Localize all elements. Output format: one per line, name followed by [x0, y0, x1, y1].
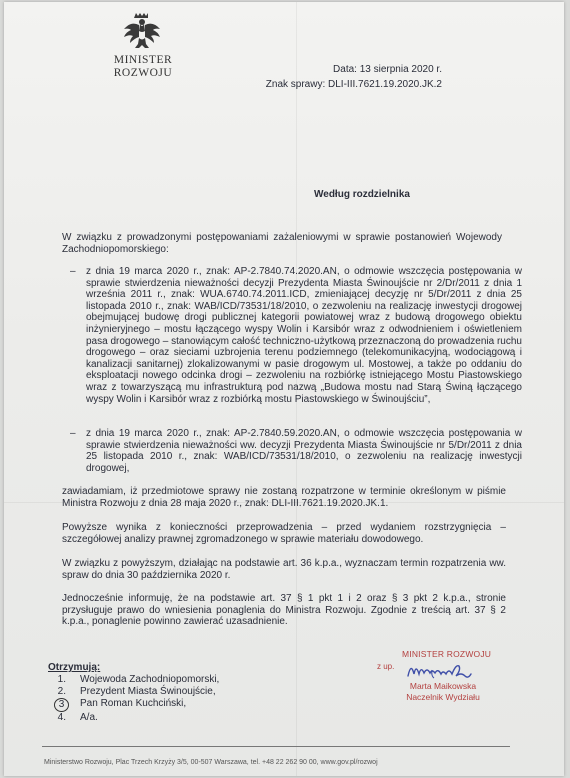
- list-bullet: –: [70, 428, 76, 439]
- signatory-role: Naczelnik Wydziału: [406, 692, 480, 702]
- body-paragraph: zawiadamiam, iż przedmiotowe sprawy nie zostaną rozpatrzone w terminie określonym w piśmie Ministra Rozwoju z dnia 28 maja 2020 r., znak: DLI-III.7621.19.2020.JK.1.: [62, 486, 506, 509]
- recipient-item: [40, 712, 219, 724]
- recipient-item: [40, 698, 219, 712]
- recipient-name: Prezydent Miasta Świnoujście,: [80, 686, 216, 697]
- recipient-number: 4.: [57, 712, 66, 723]
- list-bullet: –: [70, 266, 76, 277]
- list-item: z dnia 19 marca 2020 r., znak: AP-2.7840.59.2020.AN, o odmowie wszczęcia postępowania w sprawie stwierdzenia nieważności ww. decyzji Prezydenta Miasta Świnoujście nr 5/Dr/2011 z dnia 25 listopada 2010 r., znak: WAB/ICD/73531/18/2010, o zezwoleniu na realizację inwestycji drogowej,: [86, 428, 522, 474]
- body-paragraph: Jednocześnie informuję, że na podstawie art. 37 § 1 pkt 1 i 2 oraz § 3 pkt 2 k.p.a., stronie przysługuje prawo do wniesienia ponaglenia do Ministra Rozwoju. Zgodnie z treścią art. 37 § 2 k.p.a., ponaglenie powinno zawierać uzasadnienie.: [62, 593, 506, 628]
- recipient-number: 3: [54, 698, 69, 712]
- letter-date: Data: 13 sierpnia 2020 r.: [333, 64, 442, 75]
- signatory-name: Marta Maikowska: [409, 681, 477, 691]
- signature-stamp: [400, 681, 486, 703]
- ministry-name: MINISTER ROZWOJU: [113, 54, 173, 79]
- distribution-heading: Według rozdzielnika: [314, 189, 410, 200]
- footer-divider: [42, 746, 510, 747]
- signature-on-behalf: z up.: [377, 662, 395, 671]
- recipient-name: A/a.: [80, 712, 98, 723]
- letter-meta: [266, 62, 442, 92]
- recipient-name: Pan Roman Kuchciński,: [80, 698, 187, 709]
- recipient-item: [40, 674, 219, 686]
- letter-page: [4, 2, 564, 776]
- recipients-title: Otrzymują:: [48, 662, 101, 673]
- recipient-number: 1.: [57, 674, 66, 685]
- signature-stamp-title: MINISTER ROZWOJU: [402, 649, 492, 659]
- list-item: z dnia 19 marca 2020 r., znak: AP-2.7840.74.2020.AN, o odmowie wszczęcia postępowania w sprawie stwierdzenia nieważności decyzji Prezydenta Miasta Świnoujście nr 2/Dr/2011 z dnia 1 września 2011 r., znak: WUA.6740.74.2011.ICD, zmieniającej decyzję nr 5/Dr/2011 z dnia 25 listopada 2010 r., znak: WAB/ICD/73531/18/2010, o zezwoleniu na realizację inwestycji drogowej obejmującej budowę drogi publicznej kategorii powiatowej wraz z budową drogowego obiektu inżynieryjnego – mostu łączącego wyspy Wolin i Karsibór wraz z odwodnieniem i oświetleniem pasa drogowego – stanowiącym całość techniczno-użytkową przeznaczoną do prowadzenia ruchu drogowego – oraz sieciami uzbrojenia terenu podziemnego (telekomunikacyjną, wodociągową i kanalizacji sanitarnej) zlokalizowanymi w pasie drogowym ul. Mostowej, a także po oddaniu do eksploatacji nowego odcinka drogi – zezwoleniu na rozbiórkę istniejącego Mostu Piastowskiego wraz z towarzyszącą mu infrastrukturą pod nazwą „Budowa mostu nad Starą Świną łączącego wyspy Wolin i Karsibór wraz z rozbiórką mostu Piastowskiego w Świnoujściu”,: [86, 266, 522, 405]
- recipients-list: [40, 674, 219, 724]
- recipient-item: [40, 686, 219, 698]
- body-paragraph: Powyższe wynika z konieczności przeprowadzenia – przed wydaniem rozstrzygnięcia – szczegółowej analizy prawnej zgromadzonego w sprawie materiału dowodowego.: [62, 522, 506, 545]
- recipient-name: Wojewoda Zachodniopomorski,: [80, 674, 220, 685]
- intro-paragraph: W związku z prowadzonymi postępowaniami zażaleniowymi w sprawie postanowień Wojewody Zachodniopomorskiego:: [62, 232, 502, 255]
- recipient-number: 2.: [57, 686, 66, 697]
- body-paragraph: W związku z powyższym, działając na podstawie art. 36 k.p.a., wyznaczam termin rozpatrzenia ww. spraw do dnia 30 października 2020 r.: [62, 558, 506, 581]
- polish-eagle-emblem-icon: [122, 10, 162, 54]
- footer-address: Ministerstwo Rozwoju, Plac Trzech Krzyży 3/5, 00-507 Warszawa, tel. +48 22 262 90 00, www.gov.pl/rozwoj: [44, 759, 378, 766]
- case-reference: Znak sprawy: DLI-III.7621.19.2020.JK.2: [265, 79, 442, 90]
